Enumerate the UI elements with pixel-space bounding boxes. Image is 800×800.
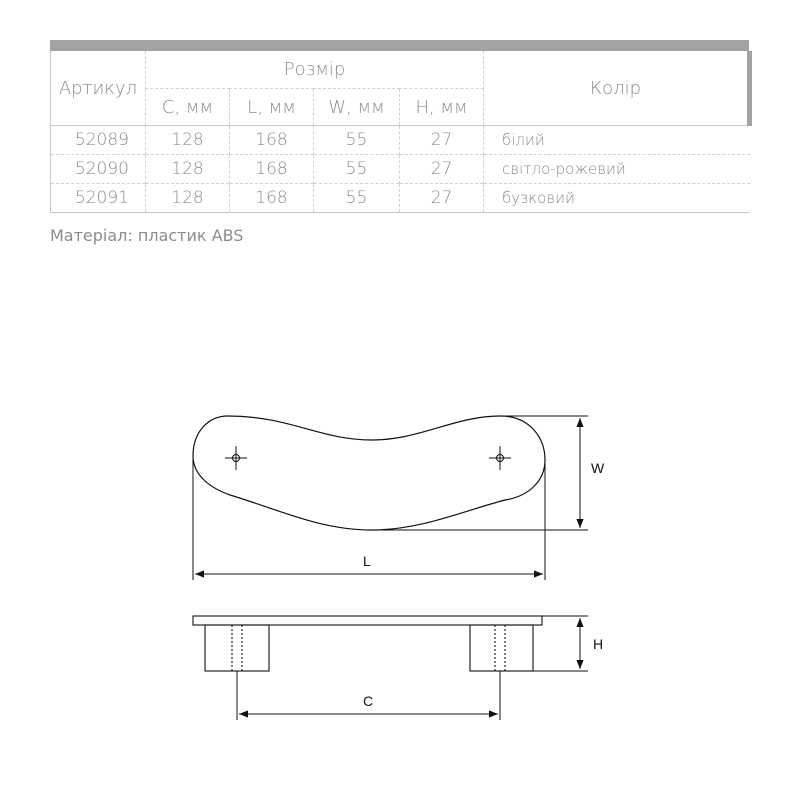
row-w: 55 [314, 155, 400, 184]
dimension-w [372, 416, 588, 530]
row-color: світло-рожевий [484, 155, 750, 184]
header-h: H, мм [400, 89, 484, 126]
row-l: 168 [230, 155, 314, 184]
row-c: 128 [146, 184, 230, 213]
row-l: 168 [230, 126, 314, 155]
row-h: 27 [400, 184, 484, 213]
screw-hole-left-icon [225, 446, 247, 470]
dimension-h [533, 616, 588, 671]
screw-hole-right-icon [489, 446, 511, 470]
handle-side-view [193, 616, 542, 671]
row-h: 27 [400, 126, 484, 155]
dimension-w-label: W [591, 460, 605, 476]
row-color: білий [484, 126, 750, 155]
header-l: L, мм [230, 89, 314, 126]
row-l: 168 [230, 184, 314, 213]
material-note: Матеріал: пластик ABS [50, 226, 244, 245]
header-w: W, мм [314, 89, 400, 126]
dimension-h-label: H [593, 636, 604, 652]
header-c: C, мм [146, 89, 230, 126]
row-article: 52091 [51, 184, 146, 213]
row-c: 128 [146, 126, 230, 155]
row-article: 52089 [51, 126, 146, 155]
row-w: 55 [314, 184, 400, 213]
handle-top-view [193, 416, 545, 530]
row-color: бузковий [484, 184, 750, 213]
dimension-l-label: L [363, 553, 371, 569]
header-article: Артикул [58, 77, 138, 99]
header-color: Колір [484, 51, 750, 126]
header-size: Розмір [146, 51, 484, 89]
row-w: 55 [314, 126, 400, 155]
row-article: 52090 [51, 155, 146, 184]
row-c: 128 [146, 155, 230, 184]
row-h: 27 [400, 155, 484, 184]
dimension-c-label: C [363, 693, 374, 709]
